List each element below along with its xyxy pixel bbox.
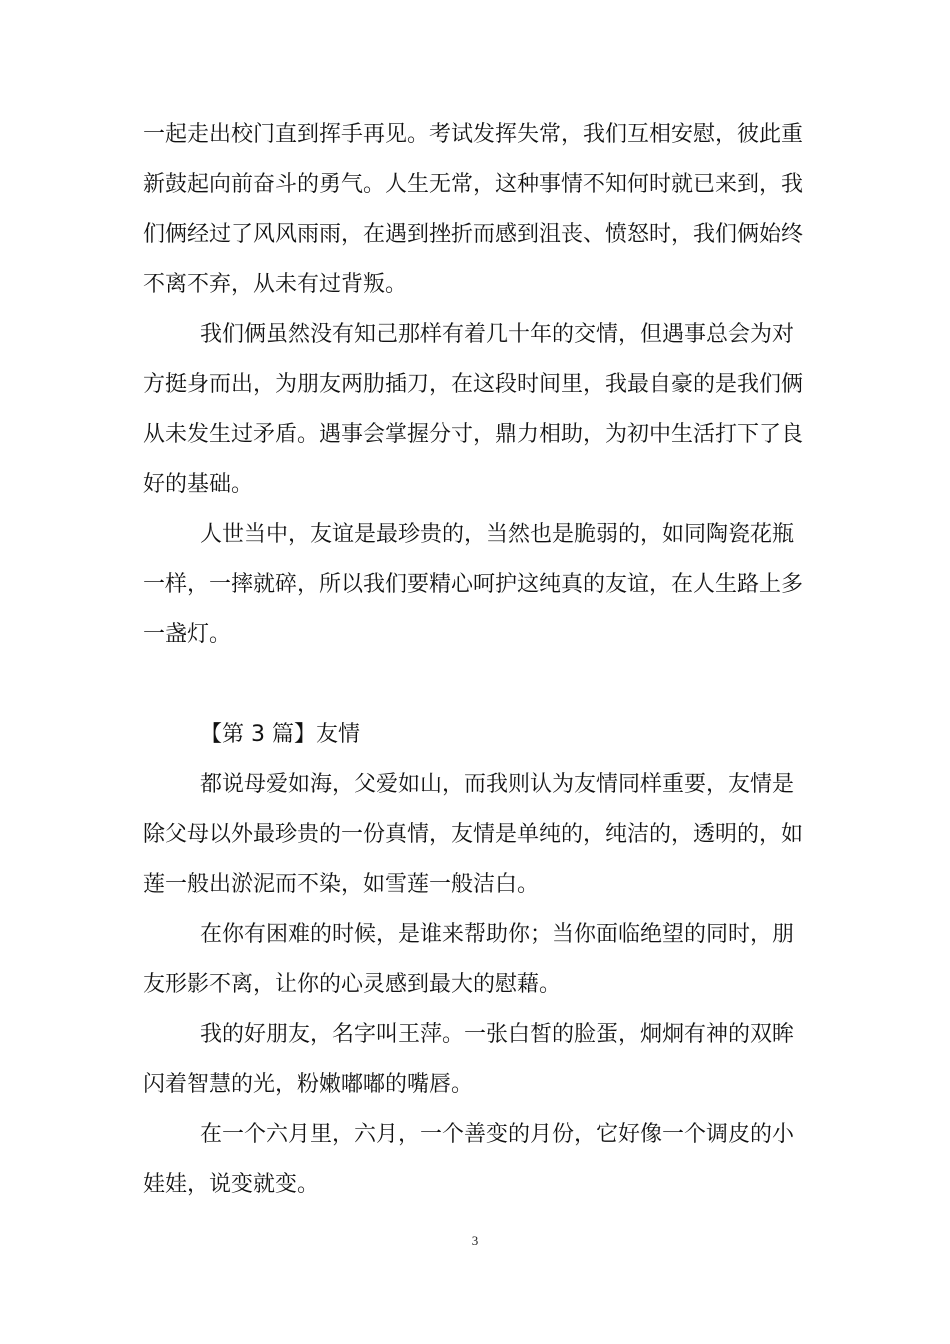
text-line: 人世当中，友谊是最珍贵的，当然也是脆弱的，如同陶瓷花瓶 — [200, 522, 795, 547]
text-line: 在一个六月里，六月，一个善变的月份，它好像一个调皮的小 — [200, 1122, 795, 1147]
page-content — [143, 110, 809, 1210]
text-line: 我们俩虽然没有知己那样有着几十年的交情，但遇事总会为对 — [200, 322, 795, 347]
paragraph — [143, 760, 809, 910]
text-line: 好的基础。 — [143, 472, 254, 497]
text-line: 们俩经过了风风雨雨，在遇到挫折而感到沮丧、愤怒时，我们俩始终 — [143, 222, 804, 247]
text-line: 友形影不离，让你的心灵感到最大的慰藉。 — [143, 972, 562, 997]
paragraph — [143, 910, 809, 1010]
paragraph — [143, 110, 809, 310]
text-line: 莲一般出淤泥而不染，如雪莲一般洁白。 — [143, 872, 540, 897]
paragraph — [143, 1110, 809, 1210]
blank-line — [143, 660, 809, 710]
page-number: 3 — [471, 1233, 479, 1248]
section-heading: 【第 3 篇】友情 — [200, 722, 360, 747]
text-line: 都说母爱如海，父爱如山，而我则认为友情同样重要，友情是 — [200, 772, 795, 797]
text-line: 新鼓起向前奋斗的勇气。人生无常，这种事情不知何时就已来到，我 — [143, 172, 804, 197]
text-line: 一样，一摔就碎，所以我们要精心呵护这纯真的友谊，在人生路上多 — [143, 572, 804, 597]
text-line: 在你有困难的时候，是谁来帮助你；当你面临绝望的同时，朋 — [200, 922, 795, 947]
paragraph — [143, 1010, 809, 1110]
text-line: 一盏灯。 — [143, 622, 232, 647]
text-line: 除父母以外最珍贵的一份真情，友情是单纯的，纯洁的，透明的，如 — [143, 822, 804, 847]
text-line: 从未发生过矛盾。遇事会掌握分寸，鼎力相助，为初中生活打下了良 — [143, 422, 804, 447]
text-line: 娃娃，说变就变。 — [143, 1172, 320, 1197]
text-line: 闪着智慧的光，粉嫩嘟嘟的嘴唇。 — [143, 1072, 474, 1097]
text-line: 一起走出校门直到挥手再见。考试发挥失常，我们互相安慰，彼此重 — [143, 122, 804, 147]
paragraph — [143, 310, 809, 510]
paragraph — [143, 510, 809, 660]
text-line: 不离不弃，从未有过背叛。 — [143, 272, 408, 297]
text-line: 我的好朋友，名字叫王萍。一张白皙的脸蛋，炯炯有神的双眸 — [200, 1022, 795, 1047]
text-line: 方挺身而出，为朋友两肋插刀，在这段时间里，我最自豪的是我们俩 — [143, 372, 804, 397]
